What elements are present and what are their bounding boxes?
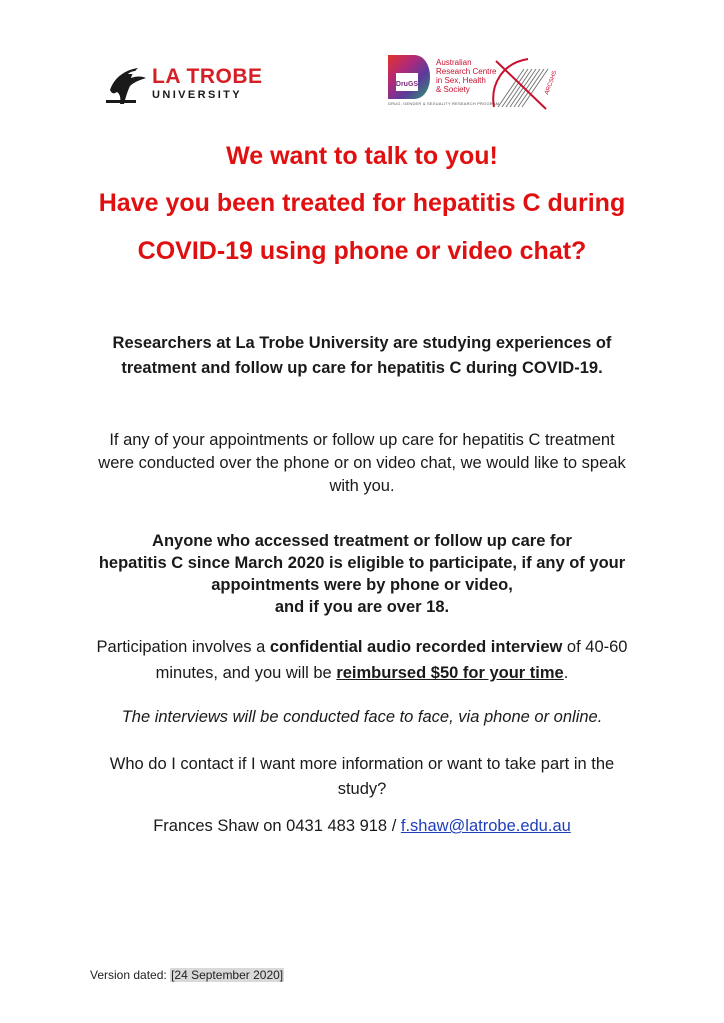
arcshs-mark-icon [488,55,559,111]
arcshs-line-4: & Society [436,85,470,94]
contact-details [60,814,664,838]
headline-line-3: COVID-19 using phone or video chat? [137,237,587,265]
eligibility-paragraph [60,530,664,618]
eligibility-line-3: appointments were by phone or video, [211,576,513,594]
reimbursement-text: reimbursed $50 for your time [336,664,564,682]
contact-question [60,752,664,802]
arcshs-line-1: Australian [436,58,472,67]
eligibility-line-4: and if you are over 18. [274,598,450,616]
intro-line-1: Researchers at La Trobe University are studying experiences of [112,334,612,352]
drugs-mark-text: DruGS [395,81,419,88]
eligibility-line-2: hepatitis C since March 2020 is eligible to participate, if any of your [98,554,626,572]
drugs-logo-icon [388,55,430,99]
version-date: [24 September 2020] [171,968,284,982]
intro-paragraph [60,331,664,381]
appointments-line-2: were conducted over the phone or on video chat, we would like to speak [98,454,626,472]
contact-email-link[interactable]: f.shaw@latrobe.edu.au [400,817,571,835]
participation-line-1 [60,634,664,660]
appointments-line-1: If any of your appointments or follow up care for hepatitis C treatment [109,431,615,449]
headline-line-1: We want to talk to you! [226,142,498,170]
participation-line-2 [60,660,664,686]
participation-line2-pre: minutes, and you will be [155,664,337,682]
version-footer [90,968,284,982]
la-trobe-logo [104,60,274,108]
la-trobe-wordmark: LA TROBE [152,65,263,88]
participation-pre-text: Participation involves a [96,638,270,656]
arcshs-line-3: in Sex, Health [436,76,486,85]
headline-line-2: Have you been treated for hepatitis C during [98,189,626,217]
intro-line-2: treatment and follow up care for hepatitis C during COVID-19. [121,359,603,377]
la-trobe-university-text: UNIVERSITY [152,89,243,101]
participation-duration-text: of 40-60 [562,638,628,656]
arcshs-line-2: Research Centre [436,67,497,76]
arcshs-logo [388,55,558,115]
arcshs-vertical-text: ARCSHS [544,70,559,96]
version-label: Version dated: [90,968,171,982]
interviews-note: The interviews will be conducted face to face, via phone or online. [121,708,603,726]
contact-name-phone: Frances Shaw on 0431 483 918 / [153,817,401,835]
contact-question-line-1: Who do I contact if I want more information or want to take part in the [109,755,615,773]
contact-question-line-2: study? [337,780,387,798]
confidential-interview-text: confidential audio recorded interview [269,638,563,656]
drugs-caption: DRUG, GENDER & SEXUALITY RESEARCH PROGRAM [388,101,500,106]
participation-end: . [563,664,569,682]
appointments-line-3: with you. [329,477,395,495]
eagle-logo-icon [104,60,148,106]
appointments-paragraph [60,429,664,498]
eligibility-line-1: Anyone who accessed treatment or follow up care for [152,532,572,550]
participation-paragraph [60,634,664,686]
